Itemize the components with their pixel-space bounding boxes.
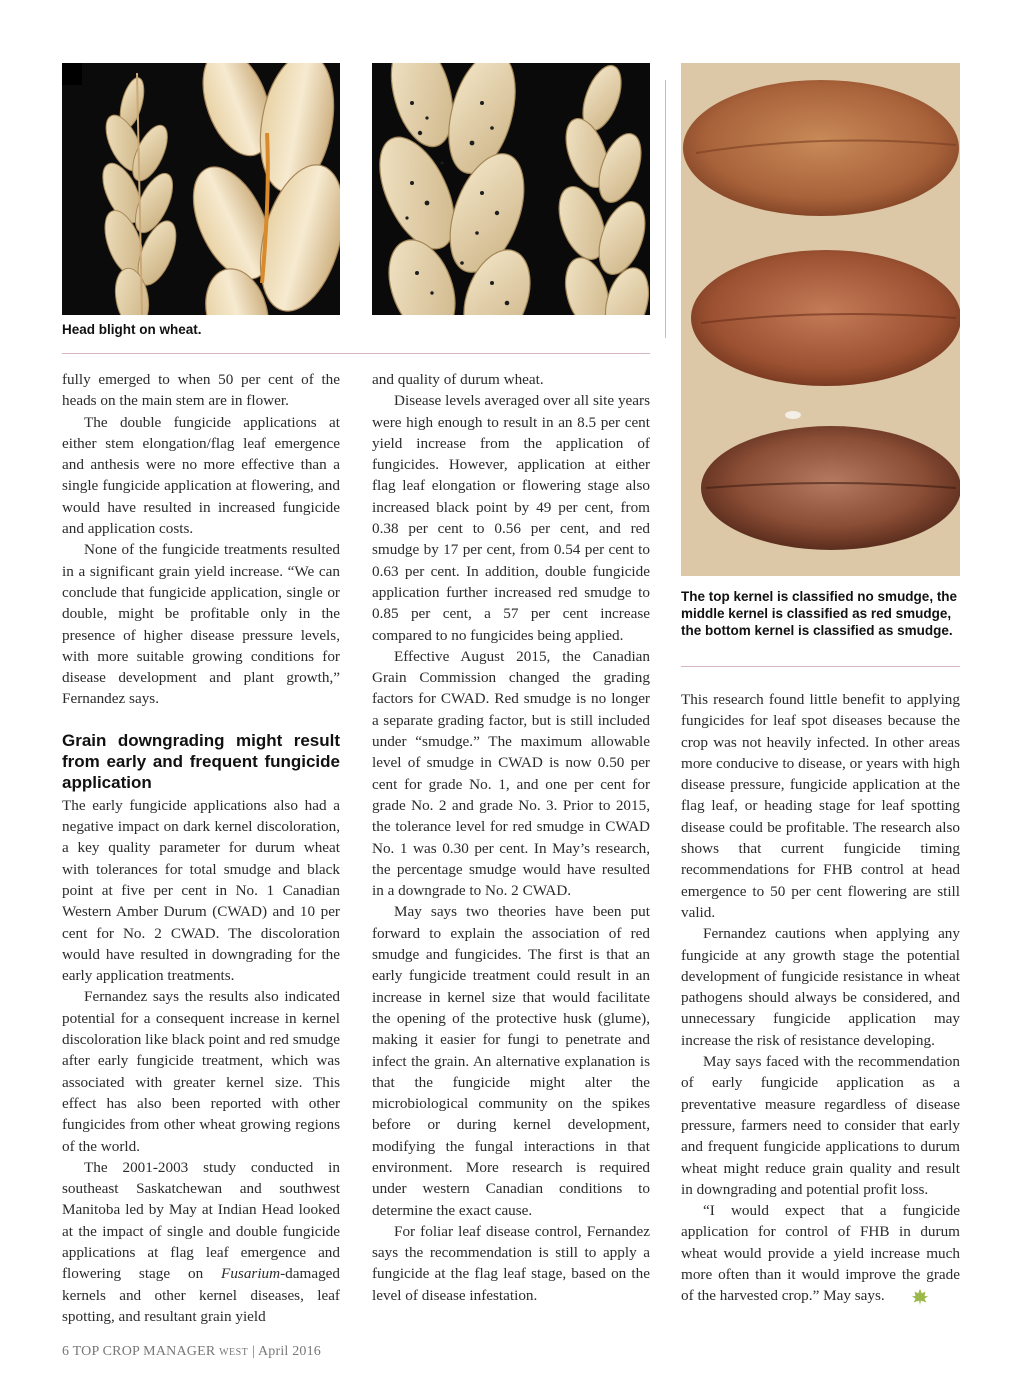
- figure-caption-kernels: The top kernel is classified no smudge, the middle kernel is classified as red smudge, the bottom kernel is classified as smudge.: [681, 589, 958, 638]
- article-column-2: [372, 369, 650, 1306]
- paragraph: May says two theories have been put forward to explain the association of red smudge and fungicides. The first is that an early fungicide treatment could result in an increase in kernel size that would facilitate the opening of the protective husk (glume), making it easier for fungi to penetrate and infect the grain. An alternative explanation is that the fungicide might alter the microbiological community on the spikes before or during kernel development, modifying the fungal interactions in that environment. More research is required under western Canadian conditions to determine the exact cause.: [372, 903, 650, 1219]
- paragraph: The early fungicide applications also had a negative impact on dark kernel discoloration, a key quality parameter for durum wheat with tolerances for total smudge and black point at five per cent in No. 1 Canadian Western Amber Durum (CWAD) and 10 per cent for No. 2 CWAD. The discoloration would have resulted in downgrading for the early application treatments.: [62, 796, 340, 985]
- paragraph: May says faced with the recommendation of early fungicide application as a preventative measure regardless of disease pressure, farmers need to consider that early and frequent fungicide applications to durum wheat might reduce grain quality and result in downgrading and potential profit loss.: [681, 1053, 960, 1198]
- wheat-head-black-spots-photo: [372, 63, 650, 315]
- paragraph: The 2001-2003 study conducted in southeast Saskatchewan and southwest Manitoba led by May at Indian Head looked at the impact of single and double fungicide applications at flag leaf emergence and flowering stage on Fusarium-damaged kernels and other kernel diseases, leaf spotting, and resultant grain yield: [62, 1158, 340, 1325]
- figure-caption-head-blight: Head blight on wheat.: [62, 322, 202, 337]
- paragraph: fully emerged to when 50 per cent of the heads on the main stem are in flower.: [62, 371, 340, 410]
- paragraph: “I would expect that a fungicide application for control of FHB in durum wheat would provide a yield increase much more often than it would improve the grade of the harvested crop.” May says.: [681, 1202, 960, 1305]
- paragraph: None of the fungicide treatments resulted in a significant grain yield increase. “We can conclude that fungicide application, single or double, might be profitable only in the presence of higher disease pressure levels, with more suitable growing conditions for disease development and plant growth,” Fernandez says.: [62, 541, 340, 708]
- maple-leaf-icon: [889, 1288, 907, 1306]
- paragraph: and quality of durum wheat.: [372, 371, 544, 388]
- page-footer: [62, 1344, 321, 1360]
- article-column-1: [62, 369, 340, 1327]
- caption-rule-right: [681, 666, 960, 667]
- paragraph: Effective August 2015, the Canadian Grain Commission changed the grading factors for CWAD. Red smudge is no longer a separate grading factor, but is still included under “smudge.” The maximum allowable level of smudge in CWAD is now 0.50 per cent for grade No. 1, and one per cent for grade No. 2 and grade No. 3. Prior to 2015, the tolerance level for red smudge in CWAD No. 1 was 0.30 per cent. In May’s research, the percentage smudge would have resulted in a downgrade to No. 2 CWAD.: [372, 647, 650, 900]
- paragraph: Disease levels averaged over all site years were high enough to result in an 8.5 per cent yield increase from the application of fungicides. However, application at either flag leaf elongation or flowering stage also increased black point by 49 per cent, from 0.38 per cent to 0.56 per cent, and red smudge by 17 per cent, from 0.54 per cent to 0.63 per cent. In addition, double fungicide application further increased red smudge to 0.85 per cent, a 57 per cent increase compared to no fungicides being applied.: [372, 392, 650, 644]
- section-heading: Grain downgrading might result from early and frequent fungicide application: [62, 730, 340, 792]
- italic-term: Fusarium: [221, 1265, 281, 1283]
- paragraph: This research found little benefit to applying fungicides for leaf spot diseases because the crop was not heavily infected. In other areas more conducive to disease, or years with high disease pressure, fungicide application at the flag leaf, or heading stage for leaf spotting disease could be profitable. The research also shows that current fungicide timing recommendations for FHB control at head emergence to 50 per cent flowering are still valid.: [681, 691, 960, 921]
- issue-date: April 2016: [257, 1344, 322, 1359]
- magazine-name: TOP CROP MANAGER: [72, 1344, 216, 1359]
- caption-rule: [62, 353, 650, 354]
- column-divider: [665, 80, 666, 338]
- magazine-edition: WEST: [219, 1347, 249, 1358]
- paragraph: For foliar leaf disease control, Fernandez says the recommendation is still to apply a fungicide at the flag leaf stage, based on the level of disease infestation.: [372, 1222, 650, 1304]
- wheat-head-blight-photo: [62, 63, 340, 315]
- page-number: 6: [62, 1344, 70, 1359]
- durum-kernels-smudge-photo: [681, 63, 960, 576]
- paragraph: The double fungicide applications at either stem elongation/flag leaf emergence and anthesis were no more effective than a single fungicide application at flowering, and would have resulted in increased fungicide and application costs.: [62, 413, 340, 538]
- article-column-3: [681, 689, 960, 1307]
- paragraph: Fernandez cautions when applying any fungicide at any growth stage the potential development of fungicide resistance in wheat pathogens should always be considered, and unnecessary fungicide application may increase the risk of resistance developing.: [681, 925, 960, 1049]
- footer-separator: |: [252, 1344, 256, 1359]
- paragraph: Fernandez says the results also indicated potential for a consequent increase in kernel discoloration like black point and red smudge after early fungicide treatment, which was associated with greater kernel size. This effect has also been reported with other fungicides from other wheat growing regions of the world.: [62, 988, 340, 1155]
